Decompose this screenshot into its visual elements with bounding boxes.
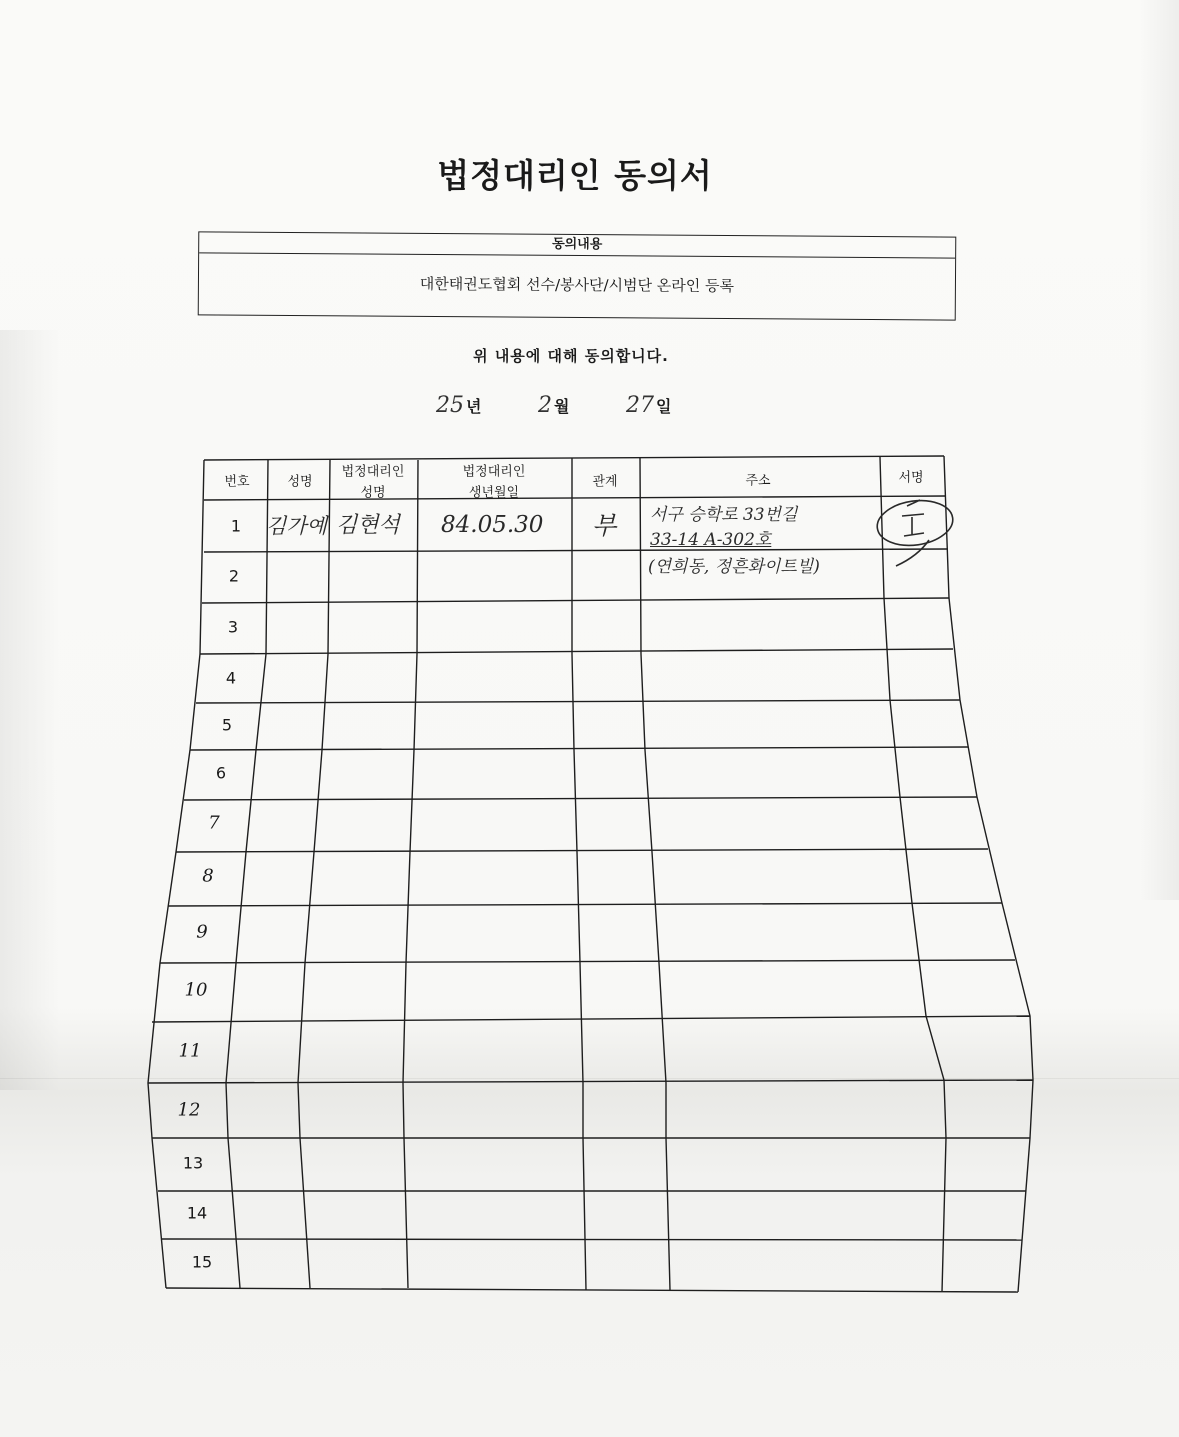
- date-year-value: 25: [436, 393, 464, 418]
- header-guardian-birth-line2: 생년월일: [468, 485, 520, 501]
- table-column-line: [880, 457, 946, 1292]
- table-row-line: [204, 496, 946, 500]
- entry-guardian-name: 김현석: [336, 513, 400, 538]
- row-number: 12: [177, 1099, 201, 1121]
- date-day-value: 27: [626, 393, 654, 418]
- table-row-line: [160, 960, 1015, 963]
- header-guardian-birth-line1: 법정대리인: [462, 464, 526, 480]
- table-row-line: [162, 1239, 1022, 1240]
- entry-address-line2: 33-14 A-302호: [650, 530, 772, 550]
- header-name: 성명: [287, 474, 313, 490]
- entry-guardian-birth: 84.05.30: [441, 512, 544, 538]
- table-row-line: [200, 649, 953, 654]
- document-title: 법정대리인 동의서: [437, 156, 713, 195]
- date-month-value: 2: [538, 393, 552, 418]
- header-address: 주소: [745, 473, 771, 489]
- row-number: 1: [230, 516, 242, 536]
- table-column-line: [572, 458, 586, 1290]
- table-row-line: [148, 1080, 1033, 1083]
- entry-relation: 부: [592, 511, 617, 540]
- date-year-unit: 년: [466, 397, 482, 416]
- row-number: 9: [196, 921, 208, 943]
- row-number: 11: [178, 1040, 202, 1062]
- table-row-line: [202, 598, 949, 603]
- table-row-line: [152, 1016, 1030, 1022]
- table-row-line: [196, 700, 960, 703]
- row-number: 5: [221, 715, 233, 735]
- row-number: 8: [202, 865, 214, 887]
- header-guardian-name-line1: 법정대리인: [341, 464, 405, 480]
- table-row-line: [190, 747, 968, 750]
- table-row-line: [204, 456, 944, 460]
- header-relation: 관계: [592, 474, 618, 490]
- consent-body: 대한태권도협회 선수/봉사단/시범단 온라인 등록: [419, 274, 735, 296]
- row-number: 4: [225, 668, 237, 688]
- table-row-line: [166, 1288, 1018, 1292]
- row-number: 13: [182, 1153, 204, 1173]
- row-number: 15: [191, 1252, 213, 1272]
- row-number: 7: [208, 812, 220, 834]
- signature-mark: [874, 496, 955, 566]
- table-column-line: [403, 460, 418, 1288]
- row-number: 2: [228, 566, 240, 586]
- consent-header: 동의내용: [199, 232, 955, 258]
- header-signature: 서명: [898, 470, 924, 486]
- entry-address-line1: 서구 승학로 33번길: [650, 505, 798, 525]
- entry-address-line3: (연희동, 정흔화이트빌): [648, 557, 820, 577]
- table-column-line: [640, 458, 670, 1290]
- table-column-line: [944, 456, 1033, 1292]
- entry-name: 김가예: [266, 514, 327, 538]
- agreement-statement: 위 내용에 대해 동의합니다.: [473, 347, 669, 365]
- table-row-line: [168, 903, 1002, 906]
- table-column-line: [298, 460, 330, 1288]
- header-guardian-name-line2: 성명: [360, 485, 386, 501]
- row-number: 6: [215, 763, 227, 783]
- row-number: 10: [184, 979, 208, 1001]
- date-day-unit: 일: [656, 397, 672, 416]
- row-number: 14: [186, 1203, 208, 1223]
- date-month-unit: 월: [554, 397, 570, 416]
- table-row-line: [176, 849, 988, 852]
- header-number: 번호: [224, 474, 250, 490]
- table-row-line: [204, 549, 948, 552]
- row-number: 3: [227, 617, 239, 637]
- table-row-line: [184, 797, 977, 800]
